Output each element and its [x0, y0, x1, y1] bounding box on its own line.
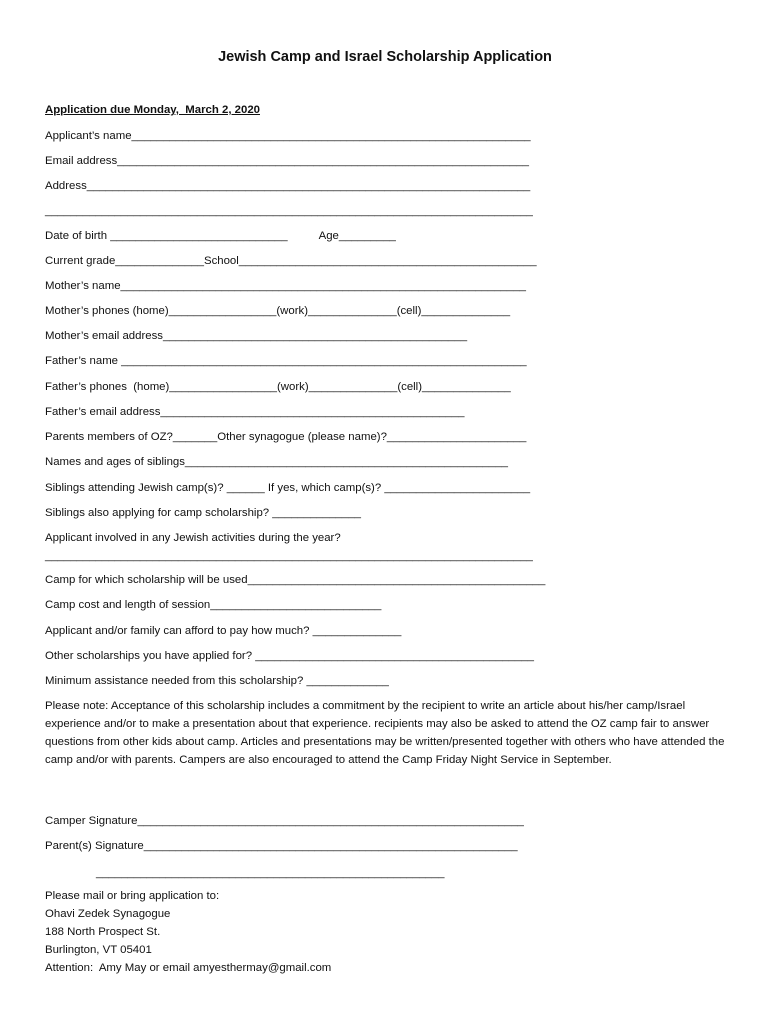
minimum-assistance-field[interactable]: Minimum assistance needed from this scholarship? _____________: [45, 675, 389, 687]
siblings-field[interactable]: Names and ages of siblings___________________________________________________: [45, 456, 509, 468]
page-title: Jewish Camp and Israel Scholarship Application: [218, 49, 552, 65]
parents-oz-field[interactable]: Parents members of OZ?_______Other synagogue (please name)?______________________: [45, 431, 527, 443]
grade-school-field[interactable]: Current grade______________School_______________________________________________: [45, 255, 537, 267]
mailing-attention: Attention: Amy May or email amyesthermay@gmail.com: [45, 962, 332, 974]
applicant-name-field[interactable]: Applicant’s name_______________________________________________________________: [45, 130, 531, 142]
camp-used-field[interactable]: Camp for which scholarship will be used_______________________________________________: [45, 574, 546, 586]
siblings-camp-field[interactable]: Siblings attending Jewish camp(s)? ______ If yes, which camp(s)? _______________________: [45, 482, 531, 494]
parent-signature-field[interactable]: Parent(s) Signature___________________________________________________________: [45, 840, 518, 852]
jewish-activities-field[interactable]: _____________________________________________________________________________: [45, 550, 533, 562]
camper-signature-field[interactable]: Camper Signature_____________________________________________________________: [45, 815, 524, 827]
mailing-heading: Please mail or bring application to:: [45, 890, 220, 902]
siblings-applying-field[interactable]: Siblings also applying for camp scholarship? ______________: [45, 507, 361, 519]
father-name-field[interactable]: Father’s name ________________________________________________________________: [45, 355, 527, 367]
due-date: Application due Monday, March 2, 2020: [45, 104, 260, 116]
mother-email-field[interactable]: Mother’s email address________________________________________________: [45, 330, 468, 342]
jewish-activities-label: Applicant involved in any Jewish activities during the year?: [45, 532, 341, 544]
afford-field[interactable]: Applicant and/or family can afford to pay how much? ______________: [45, 625, 402, 637]
mailing-org: Ohavi Zedek Synagogue: [45, 908, 171, 920]
mother-name-field[interactable]: Mother’s name________________________________________________________________: [45, 280, 526, 292]
address-line-2[interactable]: _____________________________________________________________________________: [45, 205, 533, 217]
email-field[interactable]: Email address_________________________________________________________________: [45, 155, 529, 167]
address-field[interactable]: Address______________________________________________________________________: [45, 180, 531, 192]
camp-cost-field[interactable]: Camp cost and length of session___________________________: [45, 599, 382, 611]
other-scholarships-field[interactable]: Other scholarships you have applied for? ____________________________________________: [45, 650, 534, 662]
mother-phones-field[interactable]: Mother’s phones (home)_________________(work)______________(cell)______________: [45, 305, 511, 317]
mailing-city: Burlington, VT 05401: [45, 944, 152, 956]
father-phones-field[interactable]: Father’s phones (home)_________________(work)______________(cell)______________: [45, 381, 511, 393]
scholarship-note: Please note: Acceptance of this scholarship includes a commitment by the recipient to write an article about his/her camp/Israel experience and/or to make a presentation about that experience. recipients may also be asked to attend the OZ camp fair to answer questions from other kids about camp. Articles and presentations may be written/presented together with others who have attended the camp and/or with parents. Campers are also encouraged to attend the Camp Friday Night Service in September.: [45, 700, 725, 766]
parent-signature-line-2[interactable]: _______________________________________________________: [96, 867, 445, 879]
mailing-address: [45, 887, 331, 977]
father-email-field[interactable]: Father’s email address________________________________________________: [45, 406, 465, 418]
dob-age-field[interactable]: Date of birth ____________________________ Age_________: [45, 230, 396, 242]
mailing-street: 188 North Prospect St.: [45, 926, 161, 938]
